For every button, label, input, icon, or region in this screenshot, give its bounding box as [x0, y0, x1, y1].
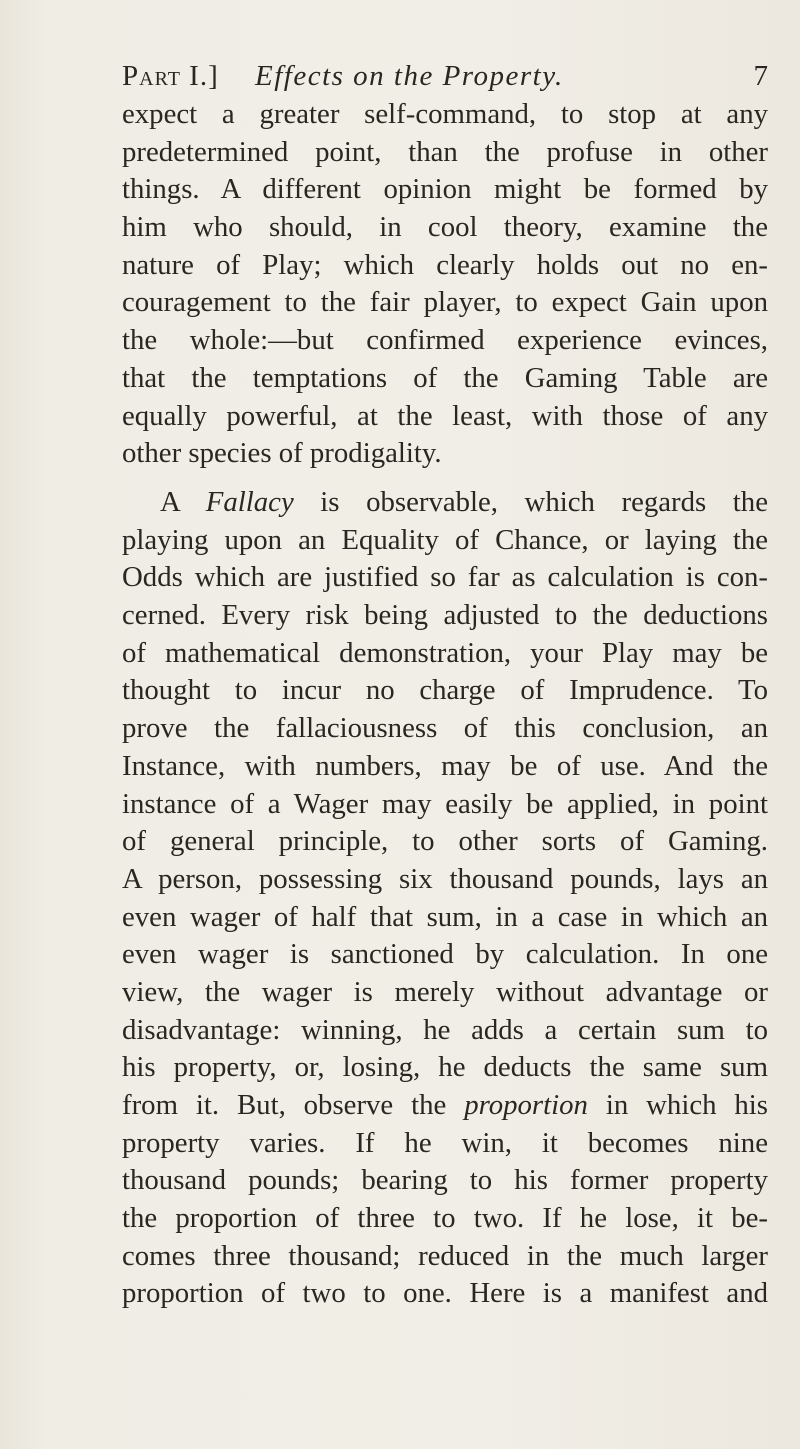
text-line: view, the wager is merely without advantage or — [122, 975, 768, 1008]
text-line: the proportion of three to two. If he lose, it be- — [122, 1202, 768, 1235]
text-line: him who should, in cool theory, examine the — [122, 211, 768, 244]
paragraph-2 — [122, 484, 768, 1313]
text-line: predetermined point, than the profuse in other — [122, 135, 768, 168]
text-line: couragement to the fair player, to expect Gain upon — [122, 286, 768, 319]
text-line: instance of a Wager may easily be applied, in point — [122, 787, 768, 820]
text-line: equally powerful, at the least, with those of any — [122, 399, 768, 432]
text-line: that the temptations of the Gaming Table are — [122, 361, 768, 394]
text-run: in which his — [587, 1089, 768, 1121]
text-line: even wager of half that sum, in a case in which an — [122, 900, 768, 933]
text-line: the whole:—but confirmed experience evinces, — [122, 324, 768, 357]
text-line-first — [122, 484, 768, 522]
chapter-title: Effects on the Property. — [255, 60, 564, 92]
text-line: A person, possessing six thousand pounds, lays an — [122, 862, 768, 895]
italic-term-proportion: proportion — [464, 1089, 588, 1121]
text-run: A — [160, 486, 206, 518]
text-line: disadvantage: winning, he adds a certain sum to — [122, 1013, 768, 1046]
part-label: Part I.] — [122, 60, 219, 92]
text-line: Instance, with numbers, may be of use. And the — [122, 749, 768, 782]
paragraph-1 — [122, 96, 768, 473]
text-line: comes three thousand; reduced in the much larger — [122, 1239, 768, 1272]
text-line: prove the fallaciousness of this conclusion, an — [122, 712, 768, 745]
text-line: expect a greater self-command, to stop at any — [122, 98, 768, 130]
text-line: other species of prodigality. — [122, 437, 442, 470]
text-line: thousand pounds; bearing to his former property — [122, 1164, 768, 1197]
text-run: from it. But, observe the — [122, 1089, 465, 1121]
text-line: his property, or, losing, he deducts the same sum — [122, 1051, 768, 1084]
text-line: nature of Play; which clearly holds out no en- — [122, 248, 768, 281]
running-head — [122, 56, 768, 96]
italic-term-fallacy: Fallacy — [205, 486, 294, 518]
text-line-proportion — [122, 1087, 768, 1125]
text-line: proportion of two to one. Here is a manifest and — [122, 1277, 768, 1310]
page-number: 7 — [753, 60, 768, 92]
text-line: property varies. If he win, it becomes nine — [122, 1126, 768, 1159]
text-line: Odds which are justified so far as calculation is con- — [122, 561, 768, 594]
text-line: of mathematical demonstration, your Play may be — [122, 636, 768, 669]
text-line: thought to incur no charge of Imprudence. To — [122, 674, 768, 707]
text-line: of general principle, to other sorts of Gaming. — [122, 825, 768, 858]
text-run: is observable, which regards the — [293, 486, 768, 518]
text-line: playing upon an Equality of Chance, or laying the — [122, 523, 768, 556]
text-line: even wager is sanctioned by calculation. In one — [122, 938, 768, 971]
text-line: cerned. Every risk being adjusted to the deductions — [122, 599, 768, 632]
text-line: things. A different opinion might be formed by — [122, 173, 768, 206]
